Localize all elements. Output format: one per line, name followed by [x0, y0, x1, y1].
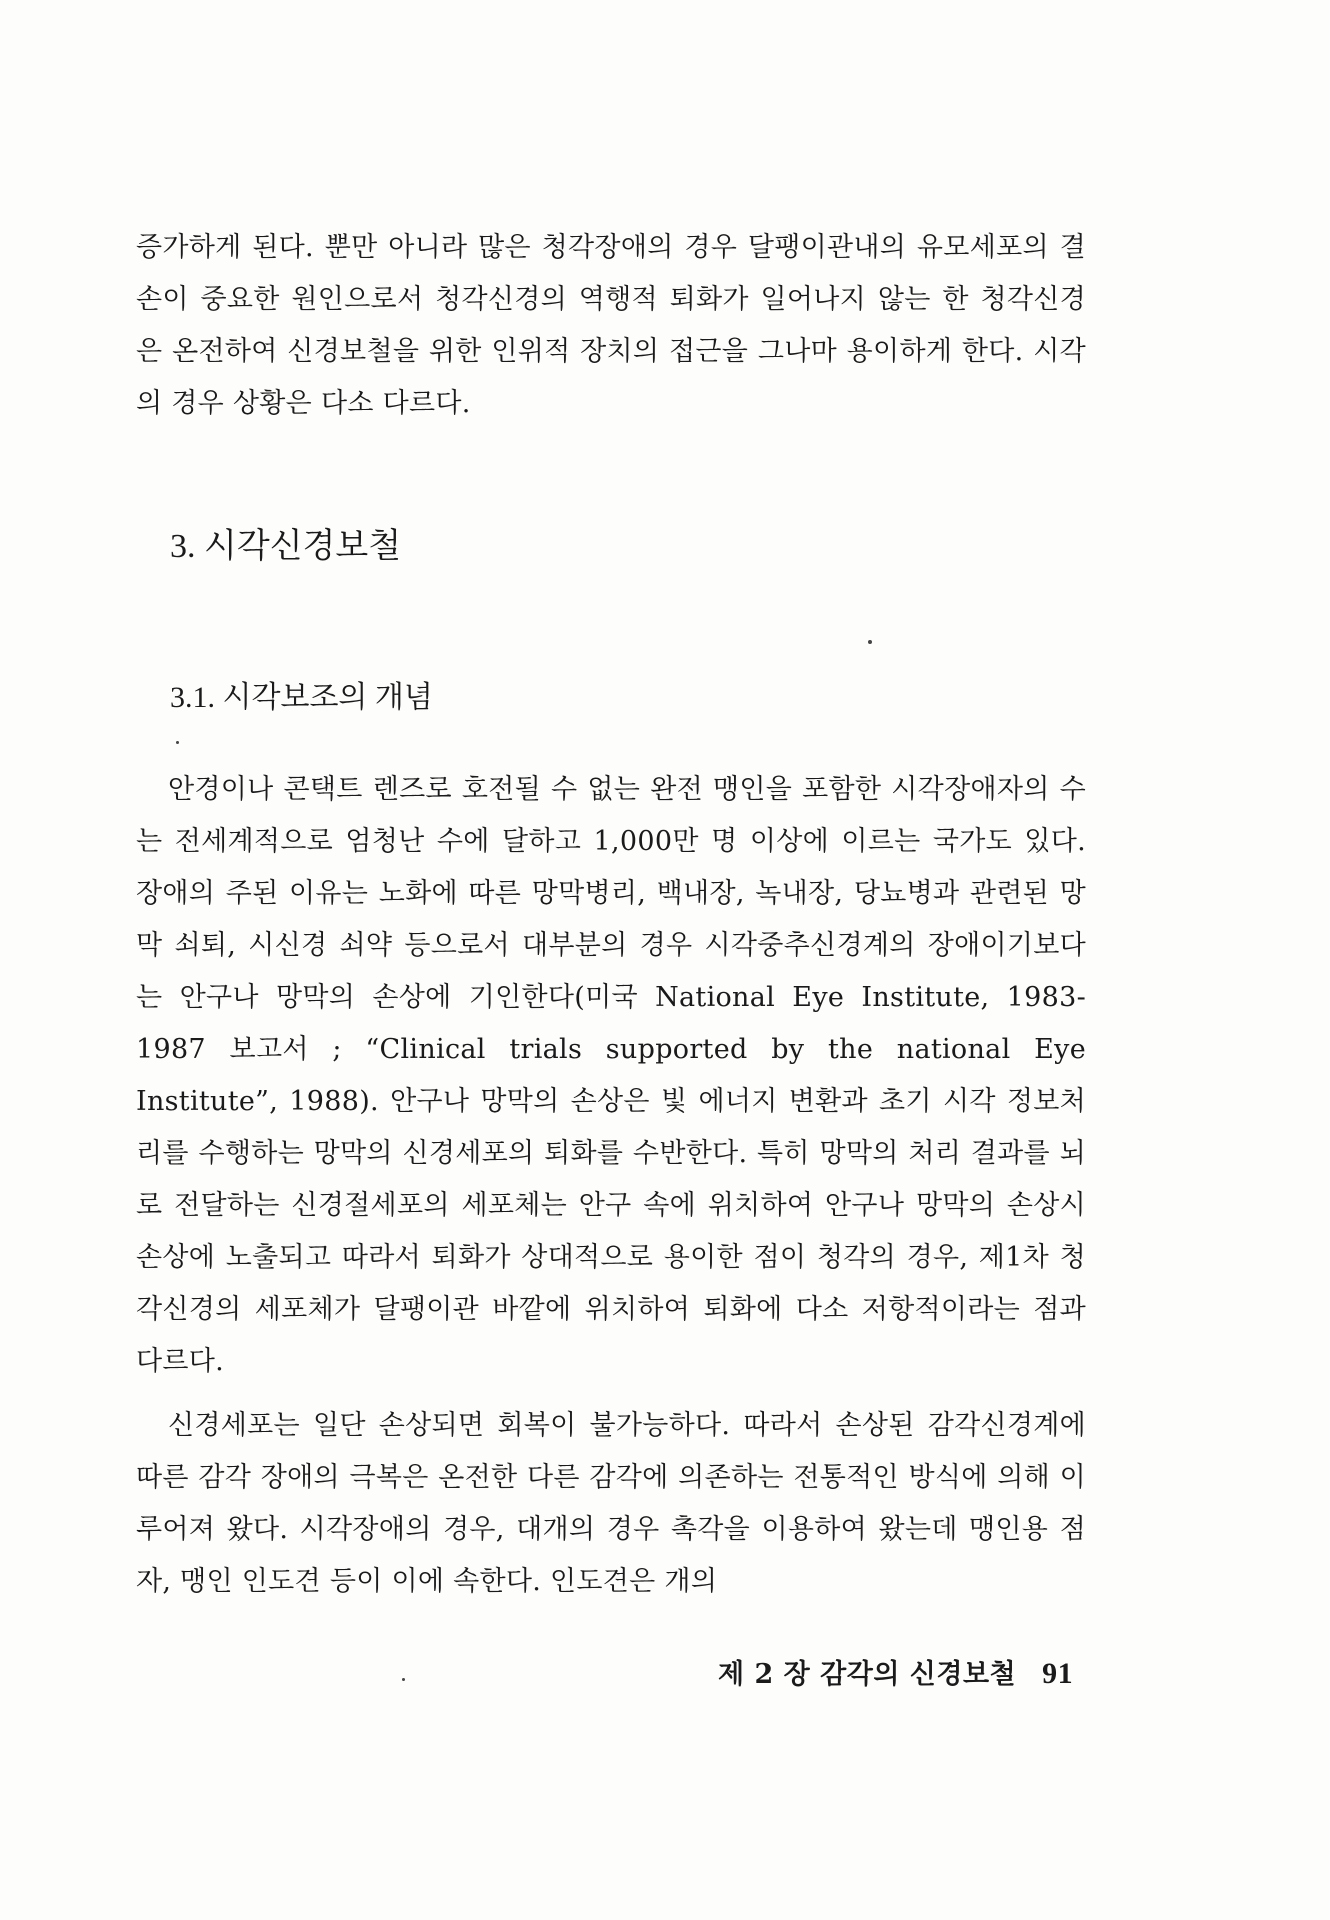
section-heading: 3. 시각신경보철: [170, 528, 402, 565]
scan-speck: [868, 640, 872, 644]
intro-paragraph: 증가하게 된다. 뿐만 아니라 많은 청각장애의 경우 달팽이관내의 유모세포의 결손이 중요한 원인으로서 청각신경의 역행적 퇴화가 일어나지 않는 한 청각신경은 온전하여 신경보철을 위한 인위적 장치의 접근을 그나마 용이하게 한다. 시각의 경우 상황은 다소 다르다.: [136, 232, 1086, 419]
page-footer: [718, 1652, 1073, 1691]
body-paragraph-one: 안경이나 콘택트 렌즈로 호전될 수 없는 완전 맹인을 포함한 시각장애자의 수는 전세계적으로 엄청난 수에 달하고 1,000만 명 이상에 이르는 국가도 있다. 장애의 주된 이유는 노화에 따른 망막병리, 백내장, 녹내장, 당뇨병과 관련된 망막 쇠퇴, 시신경 쇠약 등으로서 대부분의 경우 시각중추신경계의 장애이기보다는 안구나 망막의 손상에 기인한다(미국 National Eye Institute, 1983-1987 보고서 ; “Clinical trials supported by the national Eye Institute”, 1988). 안구나 망막의 손상은 빛 에너지 변환과 초기 시각 정보처리를 수행하는 망막의 신경세포의 퇴화를 수반한다. 특히 망막의 처리 결과를 뇌로 전달하는 신경절세포의 세포체는 안구 속에 위치하여 안구나 망막의 손상시 손상에 노출되고 따라서 퇴화가 상대적으로 용이한 점이 청각의 경우, 제1차 청각신경의 세포체가 달팽이관 바깥에 위치하여 퇴화에 다소 저항적이라는 점과 다르다.: [136, 774, 1086, 1377]
body-paragraph-two: 신경세포는 일단 손상되면 회복이 불가능하다. 따라서 손상된 감각신경계에 따른 감각 장애의 극복은 온전한 다른 감각에 의존하는 전통적인 방식에 의해 이루어져 왔다. 시각장애의 경우, 대개의 경우 촉각을 이용하여 왔는데 맹인용 점자, 맹인 인도견 등이 이에 속한다. 인도견은 개의: [136, 1410, 1086, 1597]
footer-chapter-title: 제 2 장 감각의 신경보철: [718, 1659, 1017, 1690]
subsection-heading: 3.1. 시각보조의 개념: [170, 681, 433, 714]
page-number: 91: [1042, 1657, 1074, 1690]
scan-speck: [176, 741, 179, 744]
scan-speck: [402, 1678, 405, 1681]
